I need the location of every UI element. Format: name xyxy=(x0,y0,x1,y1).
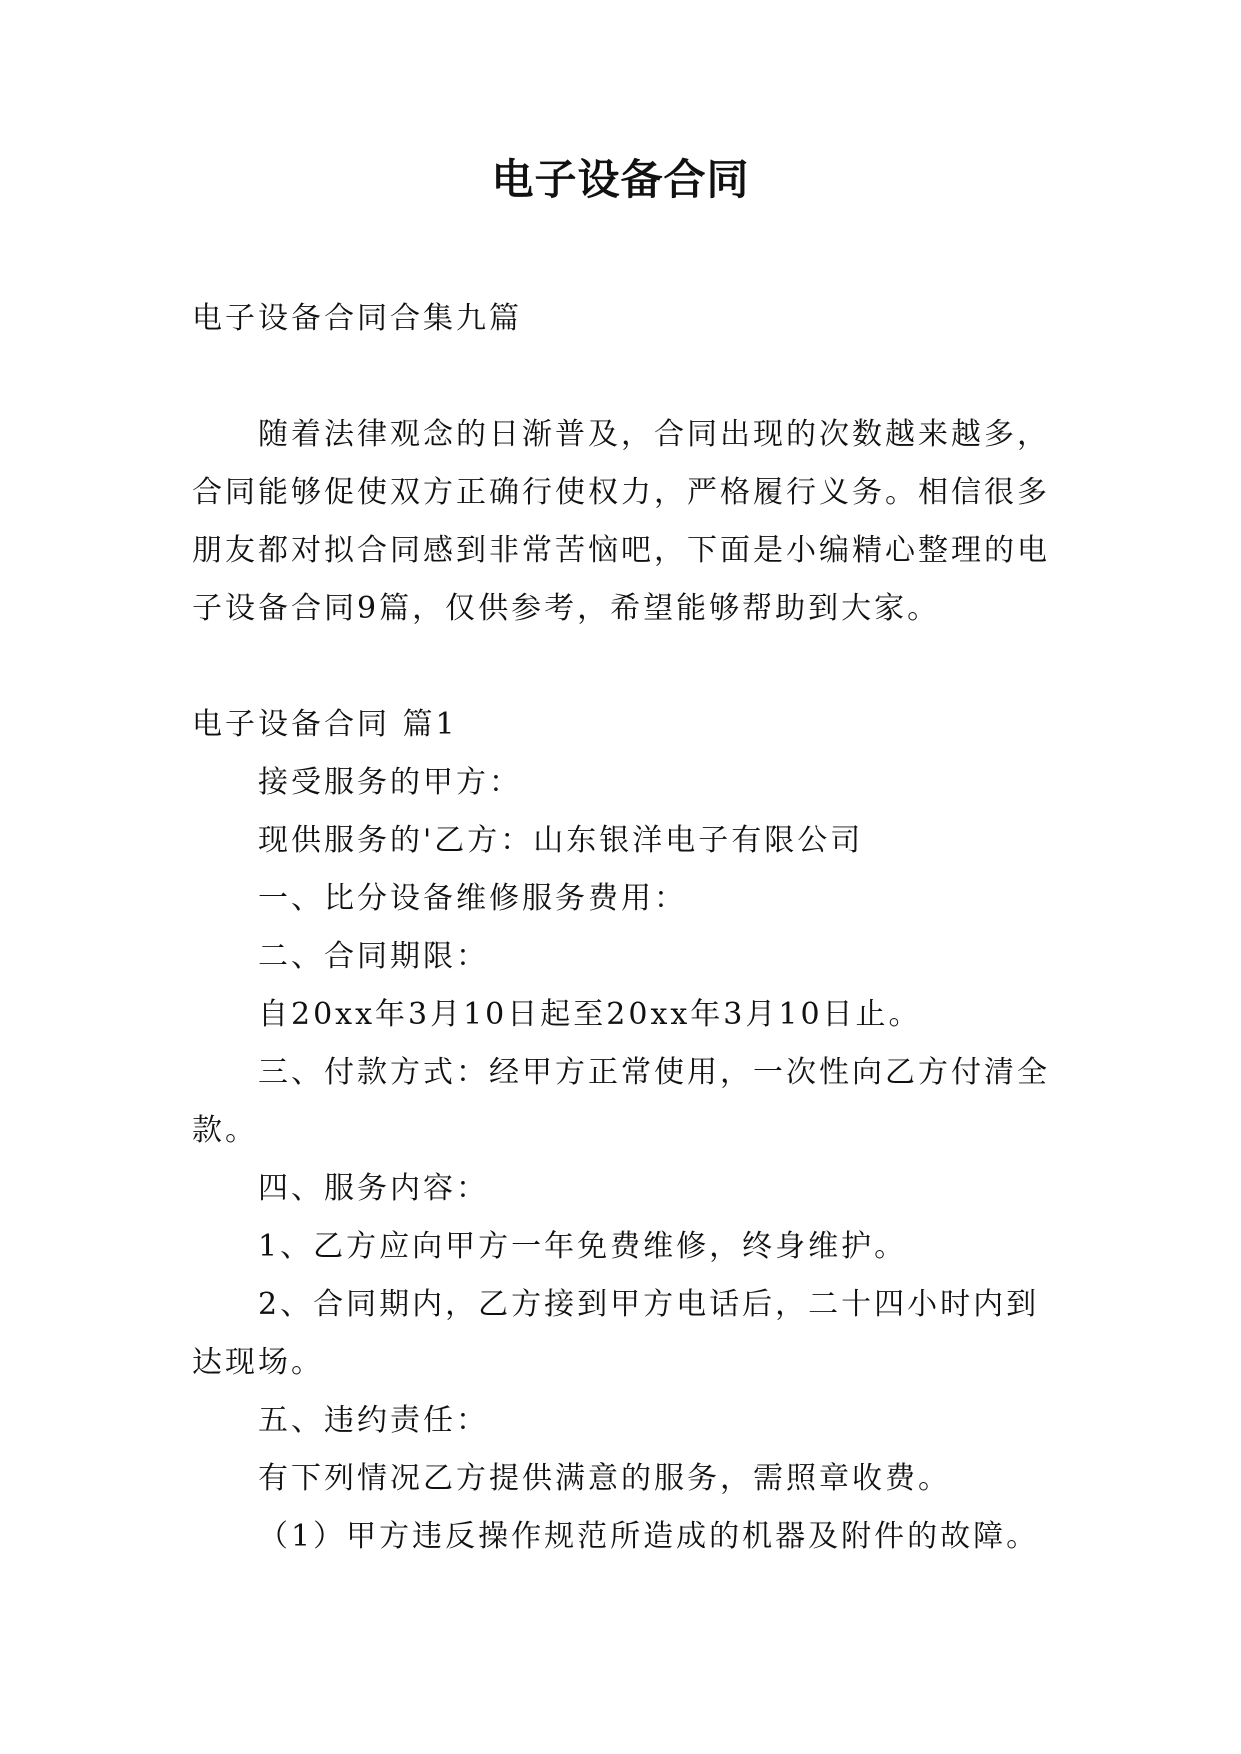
paragraph: 三、付款方式：经甲方正常使用，一次性向乙方付清全款。 xyxy=(192,1055,1050,1148)
document-subtitle: 电子设备合同合集九篇 xyxy=(192,301,522,336)
paragraph: 2、合同期内，乙方接到甲方电话后，二十四小时内到达现场。 xyxy=(192,1287,1040,1380)
paragraph: 1、乙方应向甲方一年免费维修，终身维护。 xyxy=(258,1229,908,1264)
paragraph: 五、违约责任： xyxy=(258,1403,489,1438)
paragraph: 自20xx年3月10日起至20xx年3月10日止。 xyxy=(258,997,922,1032)
document-body xyxy=(192,290,1052,1566)
paragraph: 现供服务的'乙方：山东银洋电子有限公司 xyxy=(258,823,864,858)
document-title: 电子设备合同 xyxy=(491,155,750,204)
paragraph: 二、合同期限： xyxy=(258,939,489,974)
paragraph: 接受服务的甲方： xyxy=(258,765,522,800)
section-heading: 电子设备合同 篇1 xyxy=(192,707,458,742)
paragraph: 有下列情况乙方提供满意的服务，需照章收费。 xyxy=(258,1461,951,1496)
paragraph: 一、比分设备维修服务费用： xyxy=(258,881,687,916)
paragraph: 四、服务内容： xyxy=(258,1171,489,1206)
paragraph: （1）甲方违反操作规范所造成的机器及附件的故障。 xyxy=(258,1519,1040,1554)
intro-paragraph: 随着法律观念的日渐普及，合同出现的次数越来越多，合同能够促使双方正确行使权力，严格履行义务。相信很多朋友都对拟合同感到非常苦恼吧，下面是小编精心整理的电子设备合同9篇，仅供参考，希望能够帮助到大家。 xyxy=(192,417,1050,626)
